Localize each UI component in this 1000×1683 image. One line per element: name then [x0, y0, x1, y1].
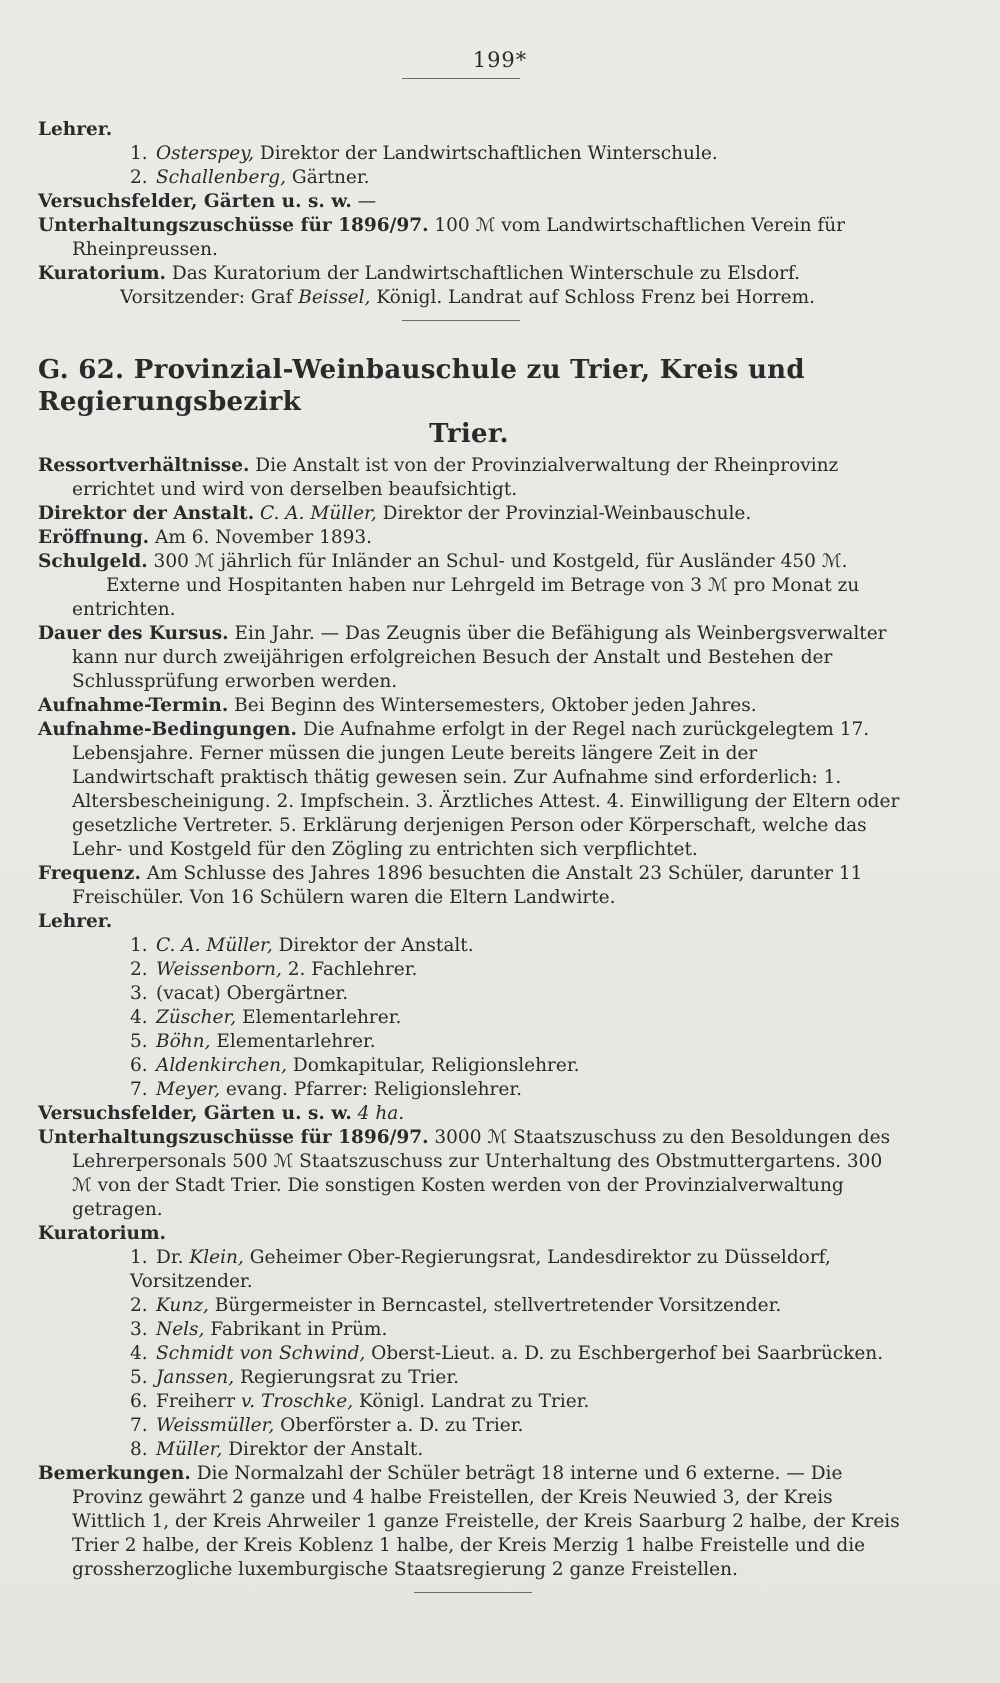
page-number: 199*	[472, 48, 528, 72]
eroeffnung-label: Eröffnung.	[38, 527, 150, 548]
list-item-name: v. Troschke,	[240, 1391, 354, 1412]
list-item-number: 4.	[130, 1007, 148, 1028]
list-item-number: 7.	[130, 1415, 148, 1436]
list-item-number: 3.	[130, 983, 148, 1004]
list-item-prefix: Dr.	[156, 1247, 190, 1268]
bedingungen-paragraph	[38, 718, 900, 862]
footer-rule-wrap	[38, 1582, 900, 1596]
list-item-number: 1.	[130, 935, 148, 956]
list-item-number: 2.	[130, 959, 148, 980]
list-item	[38, 1438, 900, 1462]
lehrer-heading-62	[38, 910, 900, 934]
versuch-label: Versuchsfelder, Gärten u. s. w.	[38, 191, 352, 212]
lehrer-label-62: Lehrer.	[38, 911, 113, 932]
list-item-name: Schmidt von Schwind,	[156, 1343, 366, 1364]
ressort-text: Die Anstalt ist von der Provinzialverwaltung der Rheinprovinz errichtet und wird von derselben beaufsichtigt.	[72, 455, 839, 500]
direktor-label: Direktor der Anstalt.	[38, 503, 255, 524]
list-item-name: Müller,	[156, 1439, 223, 1460]
section-title-line1: G. 62. Provinzial-Weinbauschule zu Trier, Kreis und Regierungsbezirk	[38, 355, 805, 417]
list-item-prefix: Freiherr	[156, 1391, 241, 1412]
list-item-number: 6.	[130, 1055, 148, 1076]
list-item	[38, 958, 900, 982]
list-item-name: Schallenberg,	[156, 167, 287, 188]
schulgeld-label: Schulgeld.	[38, 551, 148, 572]
unterhalt-paragraph	[38, 214, 900, 262]
list-item-text: Geheimer Ober-Regierungsrat, Landesdirektor zu Düsseldorf, Vorsitzender.	[130, 1247, 831, 1292]
versuch-paragraph-62	[38, 1102, 900, 1126]
frequenz-text: Am Schlusse des Jahres 1896 besuchten die Anstalt 23 Schüler, darunter 11 Freischüler. Von 16 Schülern waren die Eltern Landwirte.	[72, 863, 863, 908]
list-item-number: 5.	[130, 1367, 148, 1388]
list-item-number: 2.	[130, 167, 148, 188]
chair-rest: Königl. Landrat auf Schloss Frenz bei Horrem.	[370, 287, 816, 308]
list-item-text: Gärtner.	[286, 167, 370, 188]
bemerkungen-paragraph	[38, 1462, 900, 1582]
schulgeld-text: 300 ℳ jährlich für Inländer an Schul- und Kostgeld, für Ausländer 450 ℳ.	[147, 551, 848, 572]
schulgeld-text-2: Externe und Hospitanten haben nur Lehrgeld im Betrage von 3 ℳ pro Monat zu entrichten.	[72, 575, 860, 620]
list-item-text: Königl. Landrat zu Trier.	[353, 1391, 590, 1412]
list-item-name: Züscher,	[156, 1007, 237, 1028]
list-item-name: Janssen,	[156, 1367, 235, 1388]
list-item-text: Elementarlehrer.	[210, 1031, 376, 1052]
lehrer-label: Lehrer.	[38, 119, 113, 140]
bedingungen-text: Die Aufnahme erfolgt in der Regel nach zurückgelegtem 17. Lebensjahre. Ferner müssen die jungen Leute bereits längere Zeit in der Landwirtschaft praktisch thätig gewesen sein. Zur Aufnahme sind erforderlich: 1. Altersbescheinigung. 2. Impfschein. 3. Ärztliches Attest. 4. Einwilligung der Eltern oder gesetzliche Vertreter. 5. Erklärung derjenigen Person oder Körperschaft, welche das Lehr- und Kostgeld für den Zögling zu entrichten sich verpflichtet.	[72, 719, 900, 860]
list-item-text: Direktor der Landwirtschaftlichen Winterschule.	[254, 143, 718, 164]
list-item-text: Fabrikant in Prüm.	[204, 1319, 388, 1340]
ressort-label: Ressortverhältnisse.	[38, 455, 250, 476]
header-rule	[402, 78, 520, 79]
list-item	[38, 1366, 900, 1390]
section-61-continued	[38, 118, 900, 310]
termin-text: Bei Beginn des Wintersemesters, Oktober jeden Jahres.	[228, 695, 757, 716]
list-item	[38, 1054, 900, 1078]
list-item-text: Direktor der Anstalt.	[272, 935, 474, 956]
section-divider-wrap	[38, 310, 900, 324]
eroeffnung-paragraph	[38, 526, 900, 550]
list-item-number: 4.	[130, 1343, 148, 1364]
list-item-text: Bürgermeister in Berncastel, stellvertretender Vorsitzender.	[208, 1295, 782, 1316]
list-item-name: Osterspey,	[156, 143, 255, 164]
lehrer-list-62	[38, 934, 900, 1102]
versuch-label-62: Versuchsfelder, Gärten u. s. w.	[38, 1103, 352, 1124]
termin-label: Aufnahme-Termin.	[38, 695, 229, 716]
frequenz-label: Frequenz.	[38, 863, 141, 884]
list-item	[38, 1414, 900, 1438]
lehrer-heading	[38, 118, 900, 142]
list-item-name: Weissenborn,	[156, 959, 282, 980]
list-item	[38, 934, 900, 958]
list-item	[38, 1390, 900, 1414]
list-item-text: Oberst-Lieut. a. D. zu Eschbergerhof bei Saarbrücken.	[365, 1343, 884, 1364]
list-item-number: 1.	[130, 143, 148, 164]
list-item	[38, 1318, 900, 1342]
list-item-name: C. A. Müller,	[156, 935, 273, 956]
unterhalt-text: 100 ℳ vom Landwirtschaftlichen Verein für Rheinpreussen.	[72, 215, 846, 260]
list-item-text: 2. Fachlehrer.	[281, 959, 418, 980]
footer-rule	[414, 1592, 532, 1593]
list-item-text: Direktor der Anstalt.	[222, 1439, 424, 1460]
list-item-text: Oberförster a. D. zu Trier.	[274, 1415, 524, 1436]
dauer-paragraph	[38, 622, 900, 694]
list-item-name: Meyer,	[156, 1079, 220, 1100]
schulgeld-paragraph-2	[38, 574, 900, 622]
lehrer-list	[38, 142, 900, 190]
direktor-name: C. A. Müller,	[254, 503, 377, 524]
list-item	[38, 1006, 900, 1030]
unterhalt-label: Unterhaltungszuschüsse für 1896/97.	[38, 215, 429, 236]
list-item-text: evang. Pfarrer: Religionslehrer.	[219, 1079, 523, 1100]
unterhalt-text-62: 3000 ℳ Staatszuschuss zu den Besoldungen des Lehrerpersonals 500 ℳ Staatszuschuss zur Unterhaltung des Obstmuttergartens. 300 ℳ von der Stadt Trier. Die sonstigen Kosten werden von der Provinzialverwaltung getragen.	[72, 1127, 891, 1220]
frequenz-paragraph	[38, 862, 900, 910]
section-divider	[402, 320, 520, 321]
kuratorium-list-62	[38, 1246, 900, 1462]
page-content	[38, 118, 900, 1596]
bemerkungen-label: Bemerkungen.	[38, 1463, 191, 1484]
list-item	[38, 142, 900, 166]
list-item-name: Weissmüller,	[156, 1415, 275, 1436]
list-item	[38, 1342, 900, 1366]
kuratorium-text: Das Kuratorium der Landwirtschaftlichen Winterschule zu Elsdorf.	[165, 263, 801, 284]
dauer-text: Ein Jahr. — Das Zeugnis über die Befähigung als Weinbergsverwalter kann nur durch zweijährigen erfolgreichen Besuch der Anstalt und Bestehen der Schlussprüfung erworben werden.	[72, 623, 887, 692]
direktor-rest: Direktor der Provinzial-Weinbauschule.	[376, 503, 752, 524]
list-item	[38, 1030, 900, 1054]
list-item-number: 2.	[130, 1295, 148, 1316]
direktor-paragraph	[38, 502, 900, 526]
kuratorium-label: Kuratorium.	[38, 263, 166, 284]
bemerkungen-text: Die Normalzahl der Schüler beträgt 18 interne und 6 externe. — Die Provinz gewährt 2 ganze und 4 halbe Freistellen, der Kreis Neuwied 3, der Kreis Wittlich 1, der Kreis Ahrweiler 1 ganze Freistelle, der Kreis Saarburg 2 halbe, der Kreis Trier 2 halbe, der Kreis Koblenz 1 halbe, der Kreis Merzig 1 halbe Freistelle und die grossherzogliche luxemburgische Staatsregierung 2 ganze Freistellen.	[72, 1463, 900, 1580]
versuch-paragraph	[38, 190, 900, 214]
section-title-line2: Trier.	[429, 419, 509, 449]
list-item-name: Böhn,	[156, 1031, 211, 1052]
list-item-name: Nels,	[156, 1319, 205, 1340]
list-item-name: Klein,	[189, 1247, 244, 1268]
unterhalt-label-62: Unterhaltungszuschüsse für 1896/97.	[38, 1127, 429, 1148]
section-title	[38, 354, 900, 450]
list-item-text: (vacat) Obergärtner.	[156, 983, 349, 1004]
list-item-number: 8.	[130, 1439, 148, 1460]
list-item	[38, 982, 900, 1006]
list-item-number: 5.	[130, 1031, 148, 1052]
schulgeld-paragraph	[38, 550, 900, 574]
versuch-text: —	[351, 191, 377, 212]
list-item	[38, 1294, 900, 1318]
kuratorium-heading-62	[38, 1222, 900, 1246]
chair-name: Beissel,	[298, 287, 371, 308]
bedingungen-label: Aufnahme-Bedingungen.	[38, 719, 297, 740]
unterhalt-paragraph-62	[38, 1126, 900, 1222]
list-item	[38, 1246, 900, 1294]
eroeffnung-text: Am 6. November 1893.	[149, 527, 373, 548]
ressort-paragraph	[38, 454, 900, 502]
list-item-text: Domkapitular, Religionslehrer.	[286, 1055, 580, 1076]
termin-paragraph	[38, 694, 900, 718]
list-item-number: 3.	[130, 1319, 148, 1340]
list-item-text: Regierungsrat zu Trier.	[234, 1367, 460, 1388]
versuch-text-62: 4 ha.	[351, 1103, 405, 1124]
list-item-text: Elementarlehrer.	[236, 1007, 402, 1028]
section-62	[38, 354, 900, 1582]
dauer-label: Dauer des Kursus.	[38, 623, 229, 644]
list-item	[38, 1078, 900, 1102]
list-item-number: 7.	[130, 1079, 148, 1100]
kuratorium-label-62: Kuratorium.	[38, 1223, 166, 1244]
list-item-name: Aldenkirchen,	[156, 1055, 287, 1076]
list-item	[38, 166, 900, 190]
list-item-number: 1.	[130, 1247, 148, 1268]
list-item-number: 6.	[130, 1391, 148, 1412]
kuratorium-paragraph	[38, 262, 900, 286]
kuratorium-chair	[38, 286, 900, 310]
list-item-name: Kunz,	[156, 1295, 209, 1316]
chair-prefix: Vorsitzender: Graf	[120, 287, 299, 308]
